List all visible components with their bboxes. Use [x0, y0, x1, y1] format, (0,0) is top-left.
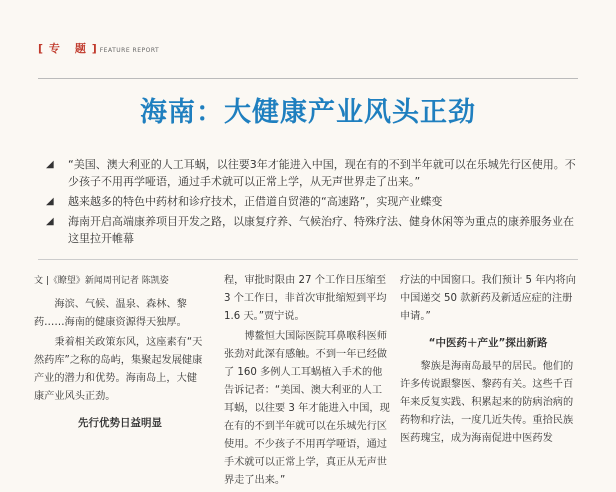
top-rule [38, 78, 578, 79]
section-subhead: 先行优势日益明显 [78, 417, 162, 429]
section-label-en: FEATURE REPORT [99, 47, 160, 54]
bullet-arrow-icon: ◢ [46, 196, 54, 207]
bullet-arrow-icon: ◢ [46, 159, 54, 170]
summary-bullet-text: 海南开启高端康养项目开发之路，以康复疗养、气候治疗、特殊疗法、健身休闲等为重点的康养服务业在这里拉开帷幕 [68, 215, 574, 245]
body-column-2 [224, 272, 390, 492]
bullet-arrow-icon: ◢ [46, 216, 54, 227]
body-paragraph: 疗法的中国窗口。我们预计 5 年内将向中国递交 50 款新药及新适应症的注册申请。” [400, 275, 576, 322]
body-paragraph: 博鳌恒大国际医院耳鼻喉科医师张劲对此深有感触。不到一年已经做了 160 多例人工耳蜗植入手术的他告诉记者：“美国、澳大利亚的人工耳蜗，以往要 3 年才能进入中国，现在有的不到半年就可以在乐城先行区使用。不少孩子不用再学哑语，通过手术就可以正常上学，真正从无声世界走了出来。” [224, 331, 390, 486]
section-subhead: “中医药＋产业”探出新路 [428, 337, 548, 349]
section-label-zh-left: [ 专 [38, 42, 61, 55]
summary-bullet [46, 193, 576, 210]
body-paragraph: 海滨、气候、温泉、森林、黎药……海南的健康资源得天独厚。 [34, 299, 187, 328]
byline: 文 |《瞭望》新闻周刊记者 陈凯姿 [34, 276, 169, 286]
body-column-1 [34, 272, 206, 438]
summary-bullet [46, 213, 576, 247]
article-title: 海南：大健康产业风头正劲 [140, 97, 476, 128]
section-label-zh-right: 题 ] [74, 42, 98, 55]
summary-bullet-text: 越来越多的特色中药材和诊疗技术，正借道自贸港的“高速路”，实现产业蝶变 [68, 195, 443, 208]
section-label [38, 40, 159, 56]
summary-bullet-text: “美国、澳大利亚的人工耳蜗，以往要3年才能进入中国，现在有的不到半年就可以在乐城先行区使用。不少孩子不用再学哑语，通过手术就可以正常上学，从无声世界走了出来。” [68, 158, 576, 188]
summary-bullets [46, 156, 576, 250]
body-column-3 [400, 272, 576, 450]
body-paragraph: 秉着相关政策东风，这座素有“天然药库”之称的岛屿，集聚起发展健康产业的潜力和优势。海南岛上，大健康产业风头正劲。 [34, 337, 203, 402]
summary-bullet [46, 156, 576, 190]
summary-divider [38, 259, 578, 260]
body-paragraph: 黎族是海南岛最早的居民。他们的许多传说跟黎医、黎药有关。这些千百年来反复实践、积累起来的防病治病的药物和疗法，一度几近失传。重拾民族医药瑰宝，成为海南促进中医药发 [400, 361, 574, 444]
body-paragraph: 程，审批时限由 27 个工作日压缩至 3 个工作日，非首次审批缩短到平均 1.6 天。”贾宁说。 [224, 275, 387, 322]
